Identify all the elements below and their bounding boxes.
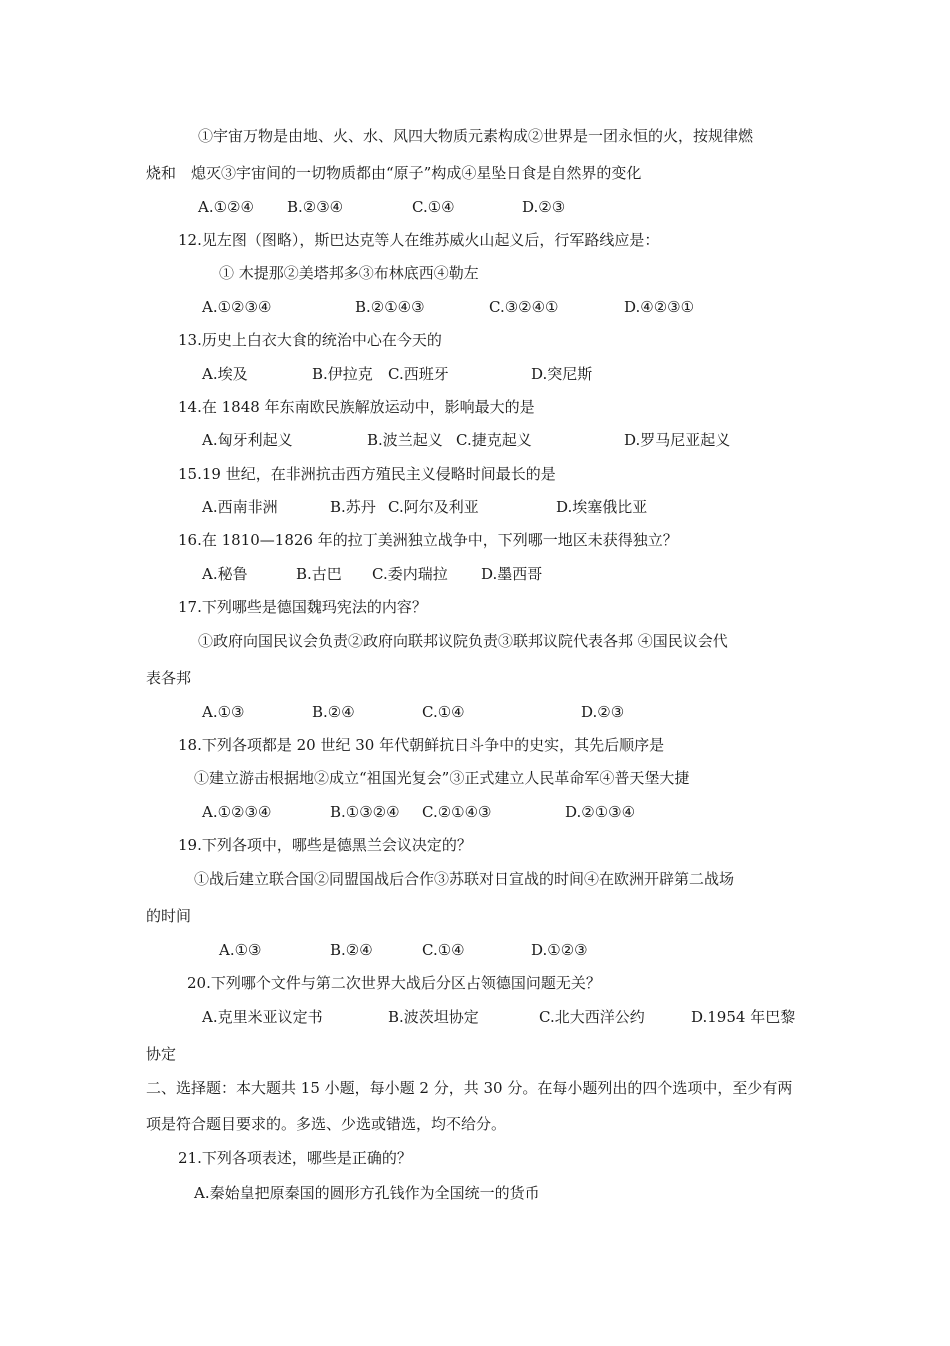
q12-option-c: C.③②④① bbox=[489, 298, 559, 316]
section-2-heading-line-1: 二、选择题：本大题共 15 小题，每小题 2 分，共 30 分。在每小题列出的四个选项中，至少有两 bbox=[146, 1079, 793, 1097]
q11-option-b: B.②③④ bbox=[287, 198, 344, 216]
q16-option-b: B.古巴 bbox=[296, 565, 342, 583]
q17-option-a: A.①③ bbox=[202, 703, 245, 721]
q15-option-b: B.苏丹 bbox=[330, 498, 376, 516]
q12-stem: 12.见左图（图略），斯巴达克等人在维苏威火山起义后，行军路线应是： bbox=[178, 231, 660, 249]
q14-option-d: D.罗马尼亚起义 bbox=[624, 431, 731, 449]
q18-option-d: D.②①③④ bbox=[565, 803, 636, 821]
q11-stem-line-2: 烧和 熄灭③宇宙间的一切物质都由“原子”构成④星坠日食是自然界的变化 bbox=[146, 164, 642, 182]
q19-items-line-1: ①战后建立联合国②同盟国战后合作③苏联对日宣战的时间④在欧洲开辟第二战场 bbox=[194, 870, 735, 888]
q17-stem: 17.下列哪些是德国魏玛宪法的内容？ bbox=[178, 598, 427, 616]
q17-option-d: D.②③ bbox=[581, 703, 625, 721]
q12-option-a: A.①②③④ bbox=[202, 298, 272, 316]
q14-option-c: C.捷克起义 bbox=[456, 431, 532, 449]
q19-option-b: B.②④ bbox=[330, 941, 373, 959]
q21-stem: 21.下列各项表述，哪些是正确的？ bbox=[178, 1149, 412, 1167]
q17-option-c: C.①④ bbox=[422, 703, 465, 721]
q18-option-c: C.②①④③ bbox=[422, 803, 492, 821]
q15-option-d: D.埃塞俄比亚 bbox=[556, 498, 648, 516]
q18-option-b: B.①③②④ bbox=[330, 803, 400, 821]
q15-option-c: C.阿尔及利亚 bbox=[388, 498, 479, 516]
q11-option-a: A.①②④ bbox=[198, 198, 254, 216]
q14-option-b: B.波兰起义 bbox=[367, 431, 443, 449]
q13-stem: 13.历史上白衣大食的统治中心在今天的 bbox=[178, 331, 442, 349]
q20-stem: 20.下列哪个文件与第二次世界大战后分区占领德国问题无关？ bbox=[187, 974, 601, 992]
q21-option-a: A.秦始皇把原秦国的圆形方孔钱作为全国统一的货币 bbox=[194, 1184, 540, 1202]
q11-option-c: C.①④ bbox=[412, 198, 455, 216]
q13-option-a: A.埃及 bbox=[202, 365, 248, 383]
q11-stem-line-1: ①宇宙万物是由地、火、水、风四大物质元素构成②世界是一团永恒的火，按规律燃 bbox=[198, 127, 754, 145]
q16-option-c: C.委内瑞拉 bbox=[372, 565, 448, 583]
q17-items-line-2: 表各邦 bbox=[146, 669, 192, 687]
q20-option-a: A.克里米亚议定书 bbox=[202, 1008, 323, 1026]
q13-option-b: B.伊拉克 bbox=[312, 365, 373, 383]
q14-stem: 14.在 1848 年东南欧民族解放运动中，影响最大的是 bbox=[178, 398, 535, 416]
q16-option-d: D.墨西哥 bbox=[481, 565, 543, 583]
q20-option-b: B.波茨坦协定 bbox=[388, 1008, 479, 1026]
q17-option-b: B.②④ bbox=[312, 703, 355, 721]
q19-stem: 19.下列各项中，哪些是德黑兰会议决定的？ bbox=[178, 836, 472, 854]
section-2-heading-line-2: 项是符合题目要求的。多选、少选或错选，均不给分。 bbox=[146, 1115, 507, 1133]
q19-items-line-2: 的时间 bbox=[146, 907, 192, 925]
q16-stem: 16.在 1810—1826 年的拉丁美洲独立战争中，下列哪一地区未获得独立？ bbox=[178, 531, 678, 549]
q18-items: ①建立游击根据地②成立“祖国光复会”③正式建立人民革命军④普天堡大捷 bbox=[194, 769, 690, 787]
q12-items: ① 木提那②美塔邦多③布林底西④勒左 bbox=[219, 264, 479, 282]
q19-option-c: C.①④ bbox=[422, 941, 465, 959]
q20-option-d-continued: 协定 bbox=[146, 1045, 177, 1063]
q19-option-a: A.①③ bbox=[219, 941, 262, 959]
q17-items-line-1: ①政府向国民议会负责②政府向联邦议院负责③联邦议院代表各邦 ④国民议会代 bbox=[198, 632, 728, 650]
q16-option-a: A.秘鲁 bbox=[202, 565, 248, 583]
q13-option-d: D.突尼斯 bbox=[531, 365, 593, 383]
q14-option-a: A.匈牙利起义 bbox=[202, 431, 293, 449]
q15-option-a: A.西南非洲 bbox=[202, 498, 278, 516]
q12-option-d: D.④②③① bbox=[624, 298, 695, 316]
q11-option-d: D.②③ bbox=[522, 198, 566, 216]
q15-stem: 15.19 世纪，在非洲抗击西方殖民主义侵略时间最长的是 bbox=[178, 465, 556, 483]
q20-option-c: C.北大西洋公约 bbox=[539, 1008, 645, 1026]
q20-option-d: D.1954 年巴黎 bbox=[691, 1008, 796, 1026]
q19-option-d: D.①②③ bbox=[531, 941, 588, 959]
q13-option-c: C.西班牙 bbox=[388, 365, 449, 383]
q18-option-a: A.①②③④ bbox=[202, 803, 272, 821]
q12-option-b: B.②①④③ bbox=[355, 298, 425, 316]
q18-stem: 18.下列各项都是 20 世纪 30 年代朝鲜抗日斗争中的史实，其先后顺序是 bbox=[178, 736, 665, 754]
